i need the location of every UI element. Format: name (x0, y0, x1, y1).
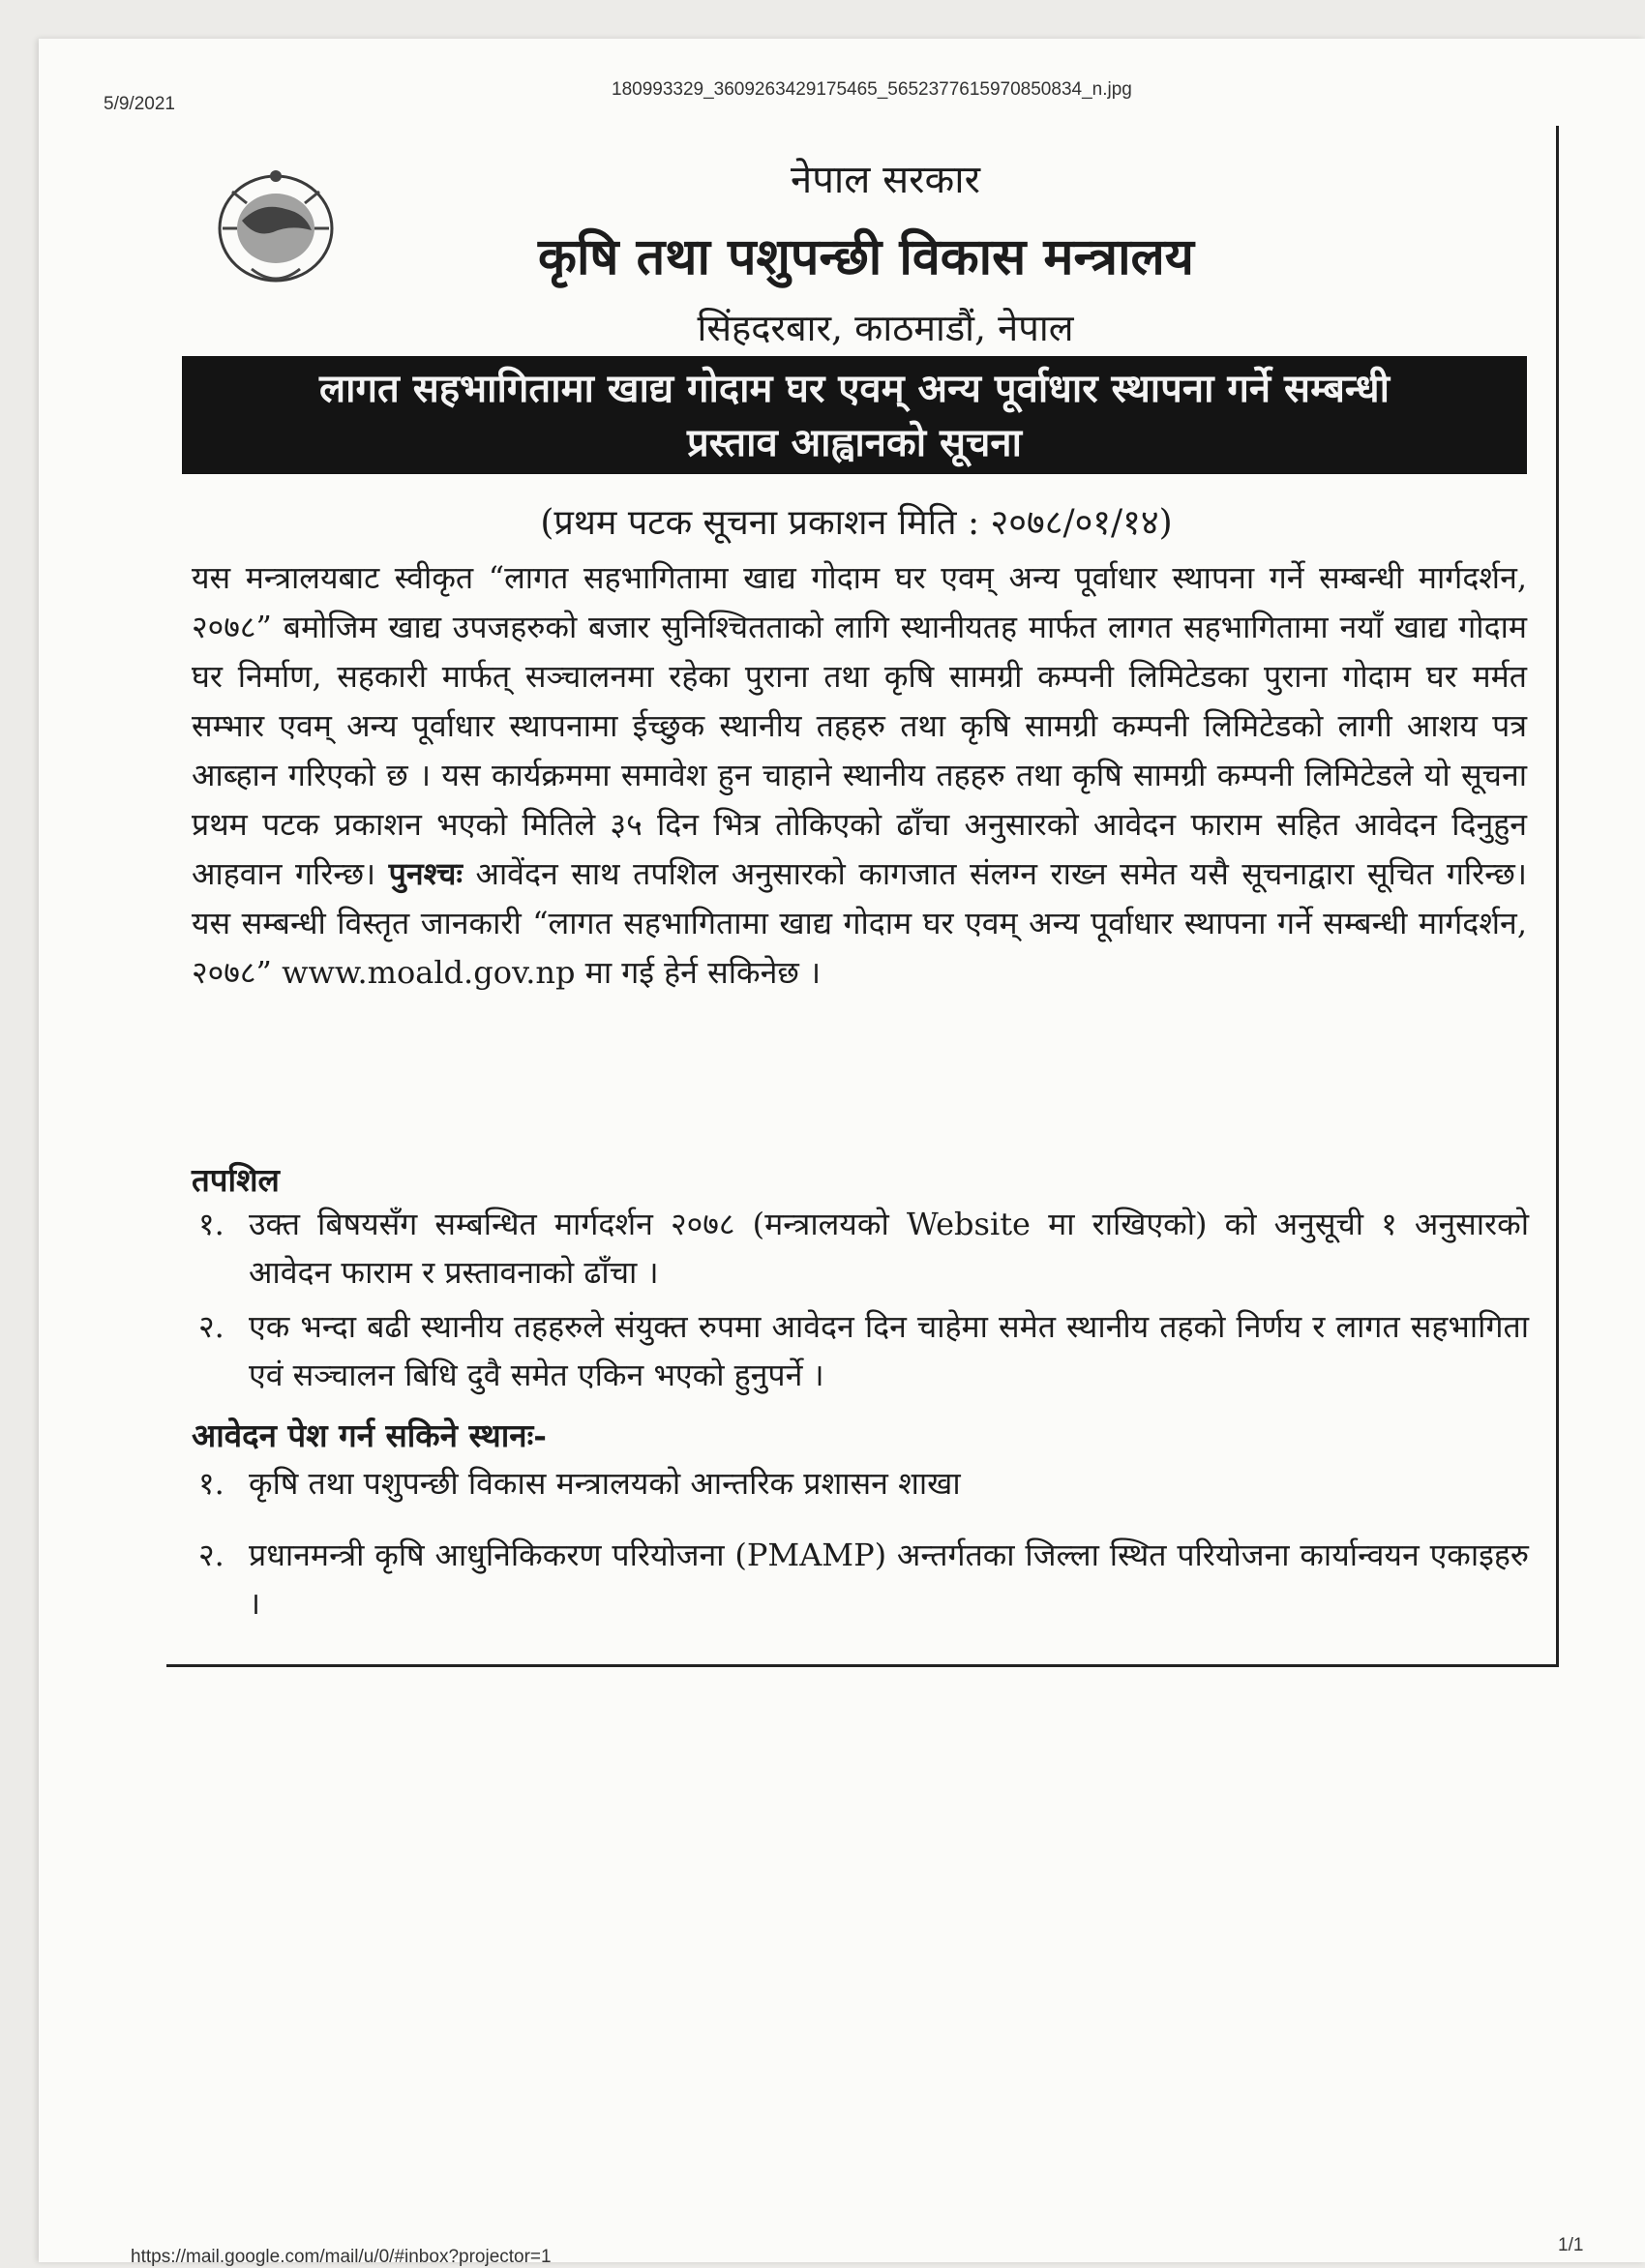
notice-title-banner (182, 356, 1527, 474)
print-date: 5/9/2021 (104, 94, 175, 114)
government-name: नेपाल सरकार (791, 158, 980, 202)
ministry-address: सिंहदरबार, काठमाडौं, नेपाल (697, 307, 1074, 349)
tapsil-list (198, 1200, 1529, 1405)
submission-list (198, 1459, 1529, 1633)
list-item-text: कृषि तथा पशुपन्छी विकास मन्त्रालयको आन्तरिक प्रशासन शाखा (249, 1465, 961, 1502)
print-url: https://mail.google.com/mail/u/0/#inbox?projector=1 (131, 2247, 552, 2267)
list-item-text: एक भन्दा बढी स्थानीय तहहरुले संयुक्त रुपमा आवेदन दिन चाहेमा समेत स्थानीय तहको निर्णय र लागत सहभागिता एवं सञ्चालन बिधि दुवै समेत एकिन भएको हुनुपर्ने । (249, 1308, 1529, 1393)
list-item (198, 1200, 1529, 1297)
notice-body-main: यस मन्त्रालयबाट स्वीकृत “लागत सहभागितामा खाद्य गोदाम घर एवम् अन्य पूर्वाधार स्थापना गर्ने सम्बन्धी मार्गदर्शन, २०७८” बमोजिम खाद्य उपजहरुको बजार सुनिश्चितताको लागि स्थानीयतह मार्फत लागत सहभागितामा नयाँ खाद्य गोदाम घर निर्माण, सहकारी मार्फत् सञ्चालनमा रहेका पुराना तथा कृषि सामग्री कम्पनी लिमिटेडका पुराना गोदाम घर मर्मत सम्भार एवम् अन्य पूर्वाधार स्थापनामा ईच्छुक स्थानीय तहहरु तथा कृषि सामग्री कम्पनी लिमिटेडको लागी आशय पत्र आब्हान गरिएको छ । यस कार्यक्रममा समावेश हुन चाहाने स्थानीय तहहरु तथा कृषि सामग्री कम्पनी लिमिटेडले यो सूचना प्रथम पटक प्रकाशन भएको मितिले ३५ दिन भित्र तोकिएको ढाँचा अनुसारको आवेदन फाराम सहित आवेदन दिनुहुन आहवान गरिन्छ। (192, 559, 1527, 892)
postscript-label: पुनश्चः (388, 855, 463, 892)
list-item-number: १. (198, 1206, 224, 1242)
ministry-name: कृषि तथा पशुपन्छी विकास मन्त्रालय (538, 227, 1194, 286)
list-item (198, 1459, 1529, 1507)
notice-title-line-1: लागत सहभागितामा खाद्य गोदाम घर एवम् अन्य पूर्वाधार स्थापना गर्ने सम्बन्धी (319, 366, 1390, 411)
list-item-text: उक्त बिषयसँग सम्बन्धित मार्गदर्शन २०७८ (मन्त्रालयको Website मा राखिएको) को अनुसूची १ अनुसारको आवेदन फाराम र प्रस्तावनाको ढाँचा । (249, 1206, 1529, 1291)
print-filename: 180993329_3609263429175465_5652377615970850834_n.jpg (612, 79, 1132, 100)
notice-title-line-2: प्रस्ताव आह्वानको सूचना (686, 420, 1022, 465)
list-item (198, 1531, 1529, 1627)
list-item (198, 1302, 1529, 1399)
print-page-number: 1/1 (1558, 2235, 1584, 2255)
list-item-number: २. (198, 1308, 224, 1345)
list-item-number: २. (198, 1537, 224, 1573)
list-item-text: प्रधानमन्त्री कृषि आधुनिकिकरण परियोजना (PMAMP) अन्तर्गतका जिल्ला स्थित परियोजना कार्यान्वयन एकाइहरु । (249, 1537, 1529, 1622)
notice-body (192, 553, 1527, 998)
notice-body-postscript: आवेंदन साथ तपशिल अनुसारको कागजात संलग्न राख्न समेत यसै सूचनाद्वारा सूचित गरिन्छ। यस सम्बन्धी विस्तृत जानकारी “लागत सहभागितामा खाद्य गोदाम घर एवम् अन्य पूर्वाधार स्थापना गर्ने सम्बन्धी मार्गदर्शन, २०७८” www.moald.gov.np मा गई हेर्न सकिनेछ । (192, 855, 1527, 991)
submission-heading: आवेदन पेश गर्न सकिने स्थानः- (192, 1417, 547, 1454)
publication-date: (प्रथम पटक सूचना प्रकाशन मिति : २०७८/०१/१४) (540, 503, 1173, 543)
tapsil-heading: तपशिल (192, 1161, 280, 1199)
list-item-number: १. (198, 1465, 224, 1502)
